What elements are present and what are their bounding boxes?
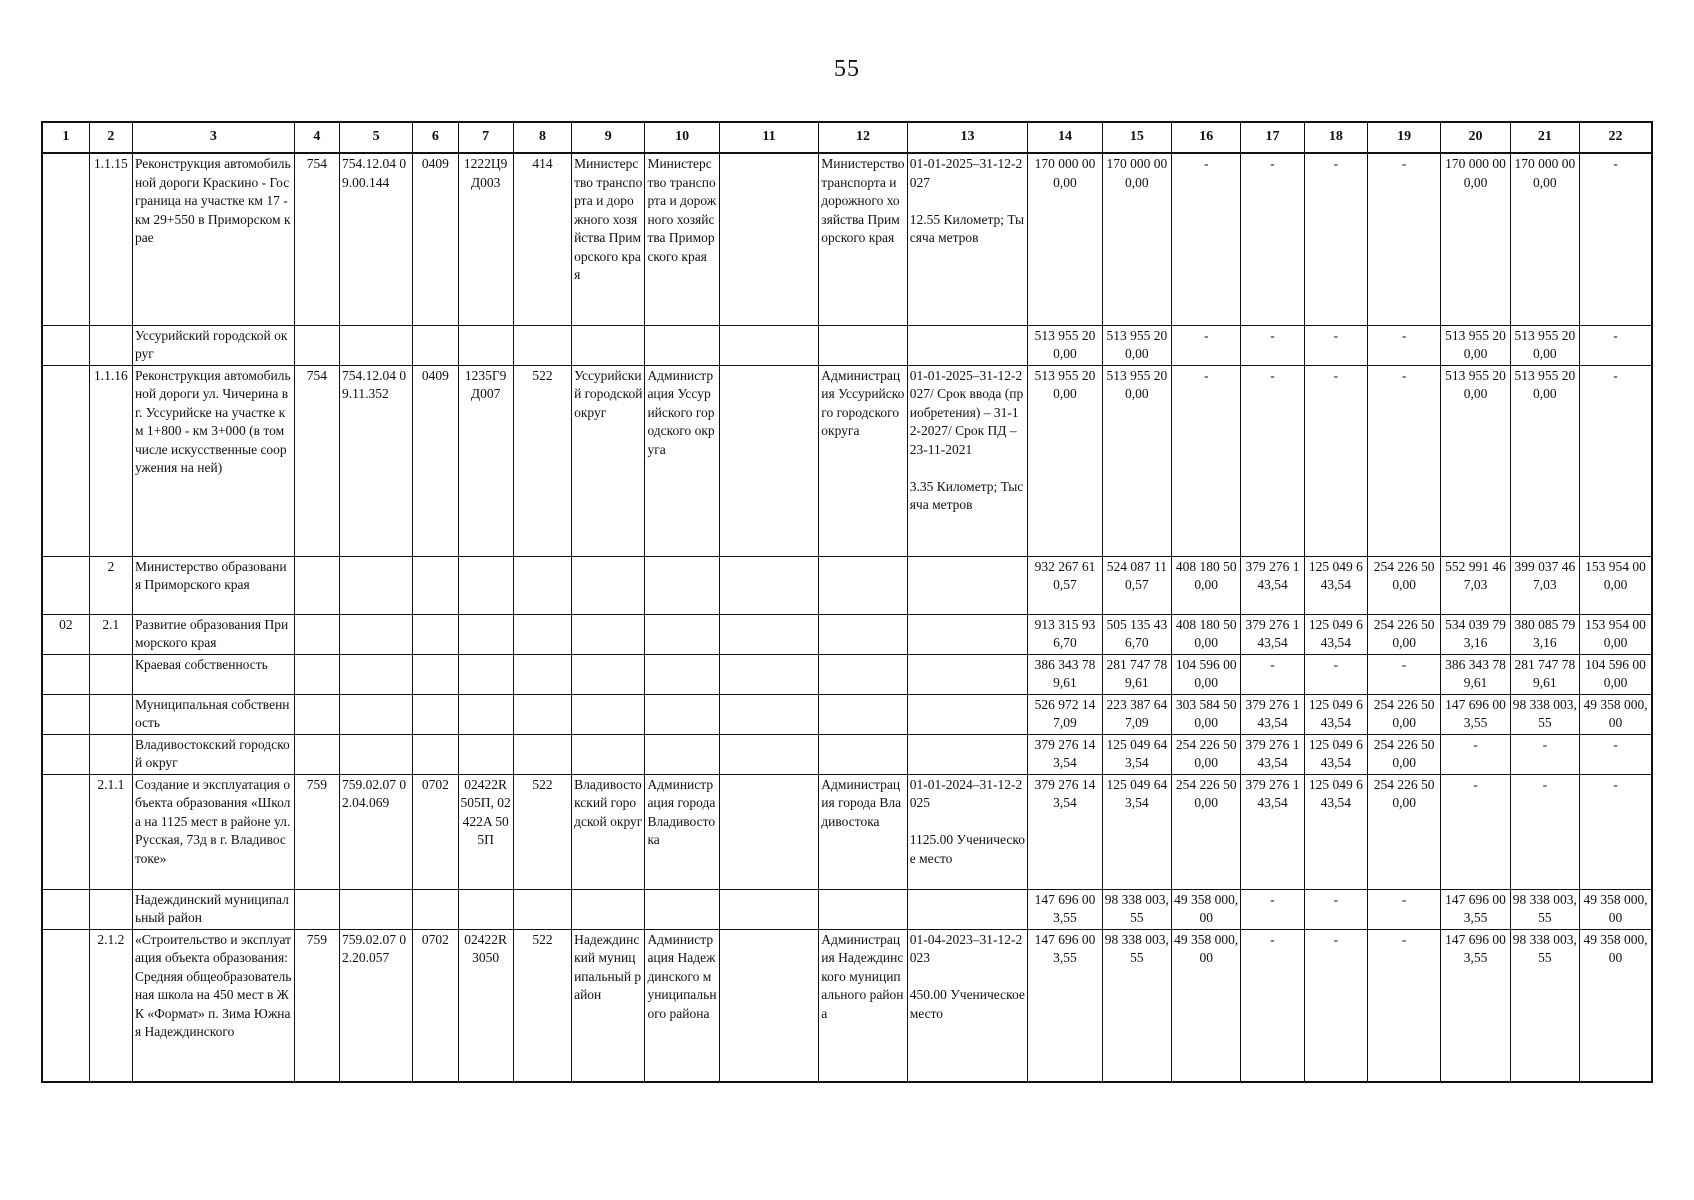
cell-developer: Администрация Уссурийского городского округа <box>819 365 907 556</box>
cell-regional: 98 338 003,55 <box>1102 929 1171 1082</box>
cell-federal-2: - <box>1367 325 1440 365</box>
cell-developer: Администрация города Владивостока <box>819 774 907 889</box>
page-number: 55 <box>834 56 860 82</box>
cell-blank <box>719 614 818 654</box>
column-header-15: 15 <box>1102 122 1171 153</box>
cell-federal-2: - <box>1367 365 1440 556</box>
cell-index <box>42 929 89 1082</box>
cell-total: 932 267 610,57 <box>1028 556 1102 614</box>
cell-gr: 754 <box>294 365 339 556</box>
cell-total-3: 170 000 000,00 <box>1441 153 1510 325</box>
cell-federal-3: 49 358 000,00 <box>1580 929 1652 1082</box>
cell-code <box>89 325 132 365</box>
cell-period-capacity: 01-01-2025–31-12-2027/ Срок ввода (приобретения) – 31-12-2027/ Срок ПД – 23-11-2021 3.35 Километр; Тысяча метров <box>907 365 1028 556</box>
cell-regional: 281 747 789,61 <box>1102 654 1171 694</box>
table-row <box>42 153 1652 325</box>
cell-section <box>413 325 458 365</box>
cell-total-2: 379 276 143,54 <box>1241 614 1304 654</box>
cell-section: 0409 <box>413 365 458 556</box>
cell-section <box>413 556 458 614</box>
column-header-12: 12 <box>819 122 907 153</box>
table-row <box>42 734 1652 774</box>
budget-table <box>41 121 1653 1083</box>
cell-regional-2: - <box>1304 153 1367 325</box>
cell-federal-2: 254 226 500,00 <box>1367 556 1440 614</box>
cell-gr: 759 <box>294 774 339 889</box>
cell-kbk: 759.02.07 02.04.069 <box>339 774 412 889</box>
cell-target <box>458 325 513 365</box>
cell-index <box>42 694 89 734</box>
cell-regional: 513 955 200,00 <box>1102 365 1171 556</box>
cell-federal-2: - <box>1367 654 1440 694</box>
cell-name: Краевая собственность <box>132 654 294 694</box>
cell-total-2: 379 276 143,54 <box>1241 774 1304 889</box>
cell-target <box>458 889 513 929</box>
cell-total: 379 276 143,54 <box>1028 734 1102 774</box>
cell-regional-3: - <box>1510 774 1579 889</box>
cell-code: 2.1.1 <box>89 774 132 889</box>
cell-customer <box>645 889 719 929</box>
cell-regional-2: - <box>1304 325 1367 365</box>
cell-customer <box>645 556 719 614</box>
column-header-16: 16 <box>1172 122 1241 153</box>
column-header-9: 9 <box>572 122 645 153</box>
cell-gr <box>294 556 339 614</box>
cell-gr: 754 <box>294 153 339 325</box>
cell-federal-3: - <box>1580 153 1652 325</box>
cell-federal-2: - <box>1367 153 1440 325</box>
cell-total-3: 147 696 003,55 <box>1441 694 1510 734</box>
cell-type <box>513 325 571 365</box>
cell-kbk <box>339 614 412 654</box>
cell-gr <box>294 614 339 654</box>
table-row <box>42 654 1652 694</box>
cell-target <box>458 556 513 614</box>
cell-recipient: Министерство транспорта и дорожного хозяйства Приморского края <box>572 153 645 325</box>
cell-recipient <box>572 325 645 365</box>
cell-blank <box>719 734 818 774</box>
cell-regional-2: 125 049 643,54 <box>1304 694 1367 734</box>
cell-type: 522 <box>513 365 571 556</box>
cell-customer <box>645 734 719 774</box>
table-row <box>42 325 1652 365</box>
cell-federal-2: - <box>1367 889 1440 929</box>
cell-name: Муниципальная собственность <box>132 694 294 734</box>
cell-section <box>413 734 458 774</box>
cell-regional: 223 387 647,09 <box>1102 694 1171 734</box>
cell-name: Владивостокский городской округ <box>132 734 294 774</box>
cell-regional-3: 98 338 003,55 <box>1510 889 1579 929</box>
cell-kbk <box>339 654 412 694</box>
cell-federal: 303 584 500,00 <box>1172 694 1241 734</box>
cell-federal-2: - <box>1367 929 1440 1082</box>
cell-name: Реконструкция автомобильной дороги ул. Чичерина в г. Уссурийске на участке км 1+800 - км 3+000 (в том числе искусственные сооружения на ней) <box>132 365 294 556</box>
cell-regional-2: - <box>1304 889 1367 929</box>
cell-federal-2: 254 226 500,00 <box>1367 734 1440 774</box>
cell-regional-3: 281 747 789,61 <box>1510 654 1579 694</box>
cell-blank <box>719 774 818 889</box>
header-row <box>42 122 1652 153</box>
cell-period-capacity <box>907 889 1028 929</box>
cell-total-3: 534 039 793,16 <box>1441 614 1510 654</box>
cell-federal: 408 180 500,00 <box>1172 614 1241 654</box>
cell-period-capacity: 01-04-2023–31-12-2023 450.00 Ученическое место <box>907 929 1028 1082</box>
cell-index <box>42 325 89 365</box>
column-header-2: 2 <box>89 122 132 153</box>
cell-regional-3: 98 338 003,55 <box>1510 694 1579 734</box>
cell-federal: 408 180 500,00 <box>1172 556 1241 614</box>
cell-type <box>513 614 571 654</box>
cell-regional: 170 000 000,00 <box>1102 153 1171 325</box>
cell-federal-3: - <box>1580 365 1652 556</box>
cell-index <box>42 365 89 556</box>
cell-target: 1222Ц9 Д003 <box>458 153 513 325</box>
cell-total: 913 315 936,70 <box>1028 614 1102 654</box>
cell-regional-3: - <box>1510 734 1579 774</box>
cell-period-capacity <box>907 556 1028 614</box>
cell-total: 147 696 003,55 <box>1028 889 1102 929</box>
cell-total-3: - <box>1441 734 1510 774</box>
cell-type <box>513 734 571 774</box>
cell-regional-2: 125 049 643,54 <box>1304 556 1367 614</box>
cell-regional: 524 087 110,57 <box>1102 556 1171 614</box>
cell-code <box>89 694 132 734</box>
cell-total: 386 343 789,61 <box>1028 654 1102 694</box>
column-header-7: 7 <box>458 122 513 153</box>
column-header-10: 10 <box>645 122 719 153</box>
cell-total-3: 147 696 003,55 <box>1441 929 1510 1082</box>
cell-federal-2: 254 226 500,00 <box>1367 614 1440 654</box>
cell-total-3: 147 696 003,55 <box>1441 889 1510 929</box>
cell-code: 2 <box>89 556 132 614</box>
cell-total-2: 379 276 143,54 <box>1241 734 1304 774</box>
cell-total-2: - <box>1241 153 1304 325</box>
cell-total-2: 379 276 143,54 <box>1241 556 1304 614</box>
cell-period-capacity <box>907 694 1028 734</box>
cell-kbk <box>339 889 412 929</box>
column-header-18: 18 <box>1304 122 1367 153</box>
cell-period-capacity <box>907 325 1028 365</box>
cell-blank <box>719 325 818 365</box>
cell-regional-2: 125 049 643,54 <box>1304 734 1367 774</box>
column-header-6: 6 <box>413 122 458 153</box>
cell-name: Уссурийский городской округ <box>132 325 294 365</box>
table-row <box>42 889 1652 929</box>
cell-developer <box>819 889 907 929</box>
cell-total: 526 972 147,09 <box>1028 694 1102 734</box>
cell-regional-2: 125 049 643,54 <box>1304 614 1367 654</box>
column-header-14: 14 <box>1028 122 1102 153</box>
cell-federal: - <box>1172 365 1241 556</box>
cell-developer: Администрация Надеждинского муниципального района <box>819 929 907 1082</box>
cell-developer <box>819 694 907 734</box>
cell-type <box>513 694 571 734</box>
column-header-11: 11 <box>719 122 818 153</box>
cell-target <box>458 734 513 774</box>
cell-regional-3: 513 955 200,00 <box>1510 325 1579 365</box>
cell-federal-3: - <box>1580 325 1652 365</box>
cell-type <box>513 889 571 929</box>
cell-blank <box>719 556 818 614</box>
cell-name: Министерство образования Приморского края <box>132 556 294 614</box>
cell-recipient: Владивостокский городской округ <box>572 774 645 889</box>
cell-target: 02422R 505П, 02422A 505П <box>458 774 513 889</box>
cell-index <box>42 774 89 889</box>
cell-gr <box>294 654 339 694</box>
cell-kbk: 759.02.07 02.20.057 <box>339 929 412 1082</box>
cell-index <box>42 654 89 694</box>
cell-section: 0702 <box>413 929 458 1082</box>
cell-federal-3: - <box>1580 774 1652 889</box>
cell-target <box>458 654 513 694</box>
cell-regional-3: 513 955 200,00 <box>1510 365 1579 556</box>
cell-total-2: - <box>1241 365 1304 556</box>
cell-developer: Министерство транспорта и дорожного хозяйства Приморского края <box>819 153 907 325</box>
cell-section: 0409 <box>413 153 458 325</box>
cell-regional-3: 399 037 467,03 <box>1510 556 1579 614</box>
cell-gr <box>294 325 339 365</box>
cell-federal-2: 254 226 500,00 <box>1367 774 1440 889</box>
column-header-1: 1 <box>42 122 89 153</box>
cell-code <box>89 654 132 694</box>
cell-regional-2: 125 049 643,54 <box>1304 774 1367 889</box>
cell-total-3: - <box>1441 774 1510 889</box>
cell-section <box>413 889 458 929</box>
cell-period-capacity: 01-01-2025–31-12-2027 12.55 Километр; Тысяча метров <box>907 153 1028 325</box>
cell-type: 522 <box>513 929 571 1082</box>
column-header-4: 4 <box>294 122 339 153</box>
cell-kbk: 754.12.04 09.00.144 <box>339 153 412 325</box>
cell-total: 170 000 000,00 <box>1028 153 1102 325</box>
cell-federal-3: 104 596 000,00 <box>1580 654 1652 694</box>
cell-total-3: 513 955 200,00 <box>1441 365 1510 556</box>
column-header-20: 20 <box>1441 122 1510 153</box>
cell-regional-2: - <box>1304 654 1367 694</box>
cell-regional: 125 049 643,54 <box>1102 774 1171 889</box>
cell-target: 02422R 3050 <box>458 929 513 1082</box>
cell-blank <box>719 889 818 929</box>
cell-code <box>89 734 132 774</box>
cell-customer <box>645 614 719 654</box>
cell-index <box>42 734 89 774</box>
cell-name: Создание и эксплуатация объекта образования «Школа на 1125 мест в районе ул. Русская, 73д в г. Владивостоке» <box>132 774 294 889</box>
cell-customer: Администрация Уссурийского городского округа <box>645 365 719 556</box>
cell-target <box>458 614 513 654</box>
cell-name: Надеждинский муниципальный район <box>132 889 294 929</box>
cell-blank <box>719 654 818 694</box>
cell-total: 147 696 003,55 <box>1028 929 1102 1082</box>
cell-name: Реконструкция автомобильной дороги Краскино - Госграница на участке км 17 - км 29+550 в Приморском крае <box>132 153 294 325</box>
cell-total-2: - <box>1241 325 1304 365</box>
column-header-8: 8 <box>513 122 571 153</box>
column-header-3: 3 <box>132 122 294 153</box>
cell-gr <box>294 694 339 734</box>
cell-blank <box>719 694 818 734</box>
cell-code: 2.1 <box>89 614 132 654</box>
cell-federal: 49 358 000,00 <box>1172 889 1241 929</box>
cell-federal: 104 596 000,00 <box>1172 654 1241 694</box>
cell-index <box>42 153 89 325</box>
table-row <box>42 929 1652 1082</box>
column-header-5: 5 <box>339 122 412 153</box>
cell-kbk <box>339 734 412 774</box>
cell-blank <box>719 365 818 556</box>
cell-regional-3: 170 000 000,00 <box>1510 153 1579 325</box>
cell-federal-3: 153 954 000,00 <box>1580 614 1652 654</box>
cell-type: 414 <box>513 153 571 325</box>
cell-section <box>413 654 458 694</box>
cell-developer <box>819 556 907 614</box>
cell-total: 513 955 200,00 <box>1028 365 1102 556</box>
cell-total-3: 513 955 200,00 <box>1441 325 1510 365</box>
column-header-19: 19 <box>1367 122 1440 153</box>
table-row <box>42 774 1652 889</box>
cell-total: 379 276 143,54 <box>1028 774 1102 889</box>
cell-federal-3: 49 358 000,00 <box>1580 889 1652 929</box>
cell-regional: 98 338 003,55 <box>1102 889 1171 929</box>
cell-code: 2.1.2 <box>89 929 132 1082</box>
cell-recipient <box>572 654 645 694</box>
cell-code: 1.1.15 <box>89 153 132 325</box>
cell-type <box>513 556 571 614</box>
column-header-17: 17 <box>1241 122 1304 153</box>
cell-section <box>413 694 458 734</box>
cell-customer <box>645 694 719 734</box>
cell-regional: 513 955 200,00 <box>1102 325 1171 365</box>
cell-regional: 125 049 643,54 <box>1102 734 1171 774</box>
cell-code: 1.1.16 <box>89 365 132 556</box>
cell-federal: 254 226 500,00 <box>1172 734 1241 774</box>
cell-regional-3: 98 338 003,55 <box>1510 929 1579 1082</box>
cell-name: «Строительство и эксплуатация объекта образования: Средняя общеобразовательная школа на 450 мест в ЖК «Формат» п. Зима Южная Надеждинского <box>132 929 294 1082</box>
cell-target: 1235Г9 Д007 <box>458 365 513 556</box>
cell-section <box>413 614 458 654</box>
cell-type <box>513 654 571 694</box>
cell-type: 522 <box>513 774 571 889</box>
cell-kbk <box>339 325 412 365</box>
cell-federal-3: - <box>1580 734 1652 774</box>
table-row <box>42 556 1652 614</box>
cell-federal: 49 358 000,00 <box>1172 929 1241 1082</box>
cell-customer <box>645 325 719 365</box>
cell-total-2: 379 276 143,54 <box>1241 694 1304 734</box>
cell-customer: Администрация Надеждинского муниципального района <box>645 929 719 1082</box>
cell-federal: - <box>1172 153 1241 325</box>
cell-period-capacity <box>907 614 1028 654</box>
cell-federal-2: 254 226 500,00 <box>1367 694 1440 734</box>
cell-regional-2: - <box>1304 929 1367 1082</box>
table-row <box>42 694 1652 734</box>
cell-customer <box>645 654 719 694</box>
table-row <box>42 614 1652 654</box>
cell-developer <box>819 734 907 774</box>
cell-blank <box>719 929 818 1082</box>
cell-customer: Министерство транспорта и дорожного хозяйства Приморского края <box>645 153 719 325</box>
cell-total-3: 552 991 467,03 <box>1441 556 1510 614</box>
cell-regional: 505 135 436,70 <box>1102 614 1171 654</box>
cell-federal-3: 49 358 000,00 <box>1580 694 1652 734</box>
column-header-22: 22 <box>1580 122 1652 153</box>
cell-recipient: Уссурийский городской округ <box>572 365 645 556</box>
cell-regional-2: - <box>1304 365 1367 556</box>
table-body <box>42 153 1652 1082</box>
cell-developer <box>819 654 907 694</box>
cell-index <box>42 889 89 929</box>
cell-target <box>458 694 513 734</box>
cell-federal: - <box>1172 325 1241 365</box>
cell-recipient <box>572 734 645 774</box>
cell-index <box>42 556 89 614</box>
cell-developer <box>819 325 907 365</box>
cell-federal: 254 226 500,00 <box>1172 774 1241 889</box>
cell-developer <box>819 614 907 654</box>
cell-period-capacity: 01-01-2024–31-12-2025 1125.00 Ученическое место <box>907 774 1028 889</box>
cell-gr <box>294 734 339 774</box>
cell-recipient: Надеждинский муниципальный район <box>572 929 645 1082</box>
cell-total-2: - <box>1241 654 1304 694</box>
cell-blank <box>719 153 818 325</box>
cell-total: 513 955 200,00 <box>1028 325 1102 365</box>
cell-code <box>89 889 132 929</box>
cell-kbk: 754.12.04 09.11.352 <box>339 365 412 556</box>
cell-gr: 759 <box>294 929 339 1082</box>
cell-total-2: - <box>1241 929 1304 1082</box>
cell-recipient <box>572 694 645 734</box>
cell-total-2: - <box>1241 889 1304 929</box>
cell-section: 0702 <box>413 774 458 889</box>
cell-federal-3: 153 954 000,00 <box>1580 556 1652 614</box>
cell-gr <box>294 889 339 929</box>
cell-kbk <box>339 694 412 734</box>
cell-recipient <box>572 889 645 929</box>
column-header-13: 13 <box>907 122 1028 153</box>
cell-index: 02 <box>42 614 89 654</box>
cell-customer: Администрация города Владивостока <box>645 774 719 889</box>
cell-period-capacity <box>907 654 1028 694</box>
cell-name: Развитие образования Приморского края <box>132 614 294 654</box>
cell-total-3: 386 343 789,61 <box>1441 654 1510 694</box>
column-header-21: 21 <box>1510 122 1579 153</box>
cell-kbk <box>339 556 412 614</box>
table-row <box>42 365 1652 556</box>
cell-regional-3: 380 085 793,16 <box>1510 614 1579 654</box>
cell-period-capacity <box>907 734 1028 774</box>
cell-recipient <box>572 556 645 614</box>
cell-recipient <box>572 614 645 654</box>
